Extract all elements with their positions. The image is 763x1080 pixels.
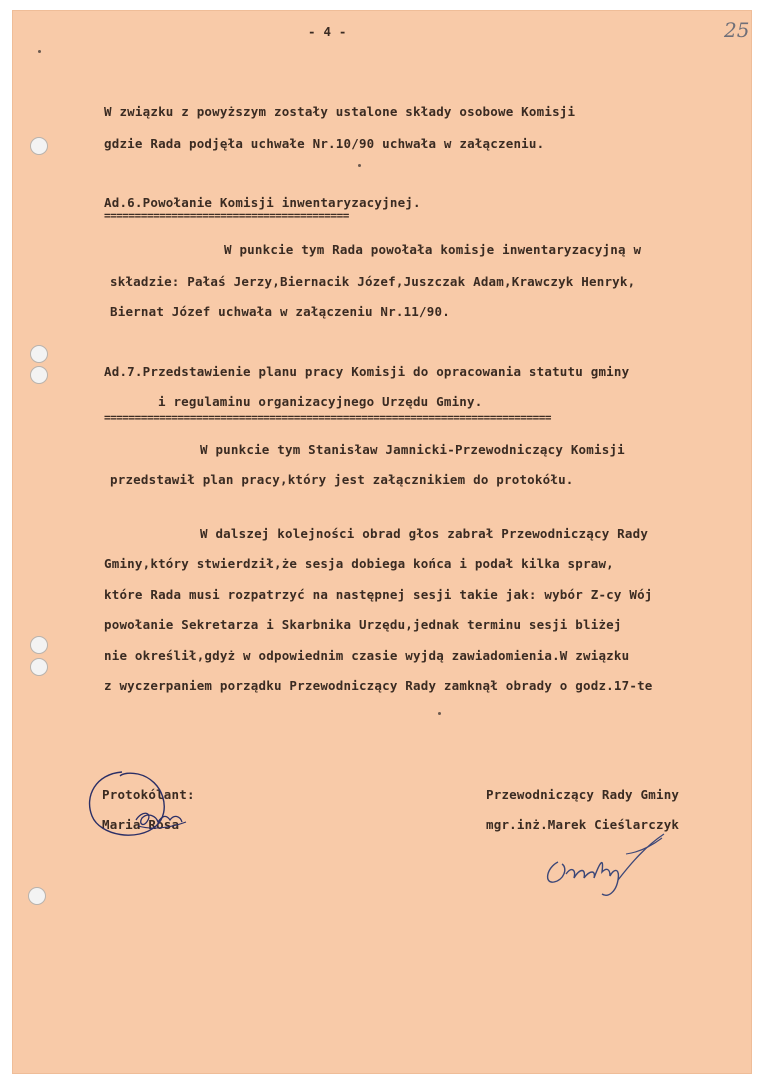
item7-underline: =========================================================================	[104, 411, 551, 424]
item6-line2: składzie: Pałaś Jerzy,Biernacik Józef,Juszczak Adam,Krawczyk Henryk,	[110, 274, 636, 289]
item7-line2: przedstawił plan pracy,który jest załącznikiem do protokółu.	[110, 472, 574, 487]
closing-line4: powołanie Sekretarza i Skarbnika Urzędu,jednak terminu sesji bliżej	[104, 617, 622, 632]
closing-line5: nie określił,gdyż w odpowiednim czasie wyjdą zawiadomienia.W związku	[104, 648, 630, 663]
chairman-signature	[542, 832, 672, 902]
item6-heading: Ad.6.Powołanie Komisji inwentaryzacyjnej.	[104, 195, 421, 210]
item6-line1: W punkcie tym Rada powołała komisje inwentaryzacyjną w	[224, 242, 642, 257]
recorder-signature	[82, 766, 212, 846]
punch-hole	[28, 887, 46, 905]
archive-page-number: 25	[724, 18, 750, 42]
punch-hole	[30, 658, 48, 676]
item6-line3: Biernat Józef uchwała w załączeniu Nr.11/90.	[110, 304, 450, 319]
punch-hole	[30, 636, 48, 654]
paragraph1-line1: W związku z powyższym zostały ustalone składy osobowe Komisji	[104, 104, 576, 119]
closing-line6: z wyczerpaniem porządku Przewodniczący Rady zamknął obrady o godz.17-te	[104, 678, 653, 693]
item6-underline: ========================================	[104, 209, 349, 222]
paper-speck	[358, 164, 361, 167]
item7-heading-line2: i regulaminu organizacyjnego Urzędu Gminy.	[158, 394, 483, 409]
item7-line1: W punkcie tym Stanisław Jamnicki-Przewodniczący Komisji	[200, 442, 625, 457]
paragraph1-line2: gdzie Rada podjęła uchwałe Nr.10/90 uchwała w załączeniu.	[104, 136, 545, 151]
item7-heading-line1: Ad.7.Przedstawienie planu pracy Komisji do opracowania statutu gminy	[104, 364, 630, 379]
closing-line2: Gminy,który stwierdził,że sesja dobiega końca i podał kilka spraw,	[104, 556, 614, 571]
recorder-name: Maria Rosa	[102, 817, 180, 832]
closing-line1: W dalszej kolejności obrad głos zabrał Przewodniczący Rady	[200, 526, 649, 541]
document-page	[12, 10, 752, 1074]
chairman-name: mgr.inż.Marek Cieślarczyk	[486, 817, 680, 832]
closing-line3: które Rada musi rozpatrzyć na następnej sesji takie jak: wybór Z-cy Wój	[104, 587, 653, 602]
chairman-role: Przewodniczący Rady Gminy	[486, 787, 680, 802]
punch-hole	[30, 366, 48, 384]
page-number: - 4 -	[308, 24, 347, 39]
paper-speck	[38, 50, 41, 53]
recorder-role: Protokólant:	[102, 787, 195, 802]
punch-hole	[30, 137, 48, 155]
paper-speck	[438, 712, 441, 715]
punch-hole	[30, 345, 48, 363]
